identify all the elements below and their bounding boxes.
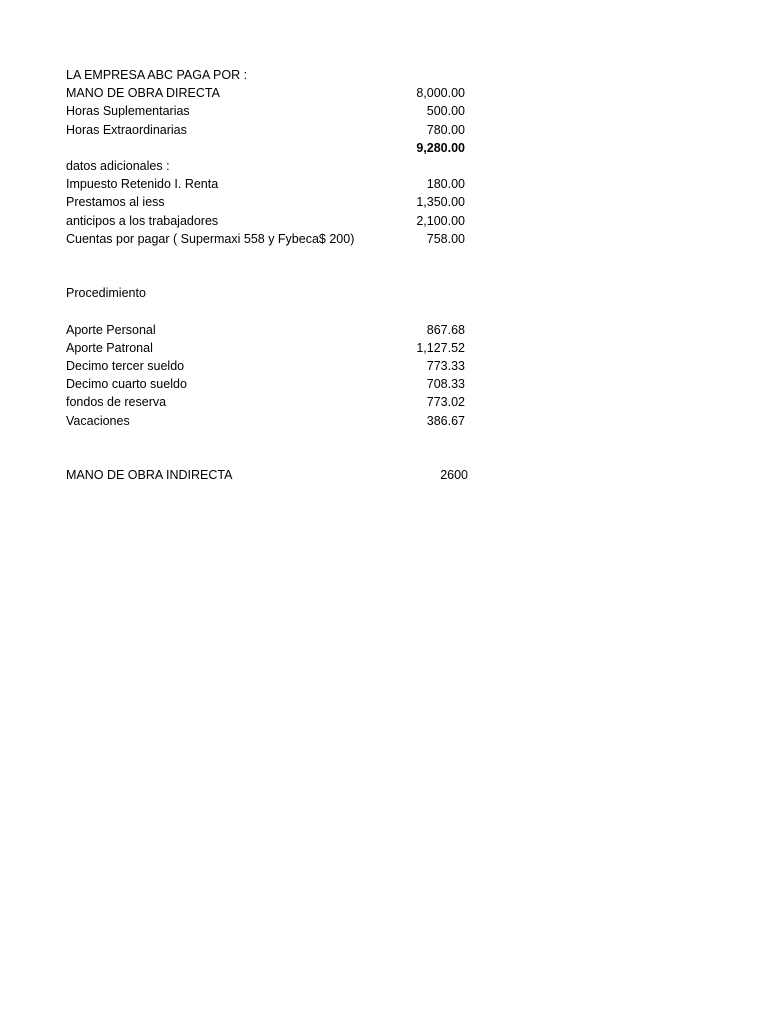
indirect-labor-row — [66, 466, 470, 484]
procedure-label: Decimo tercer sueldo — [66, 359, 185, 373]
payment-row-mano-de-obra-directa — [66, 84, 470, 102]
procedure-row-fondos-reserva — [66, 393, 470, 411]
procedure-value: 1,127.52 — [416, 340, 465, 355]
spacer — [66, 248, 470, 266]
payments-total: 9,280.00 — [416, 140, 465, 155]
procedure-row-vacaciones — [66, 412, 470, 430]
spacer — [66, 430, 470, 448]
payment-row-horas-suplementarias — [66, 102, 470, 120]
document-title-row — [66, 66, 470, 84]
payment-row-horas-extraordinarias — [66, 121, 470, 139]
procedure-label: fondos de reserva — [66, 395, 167, 410]
additional-value: 758.00 — [426, 231, 465, 246]
additional-row-anticipos — [66, 212, 470, 230]
indirect-labor-value: 2600 — [440, 468, 468, 483]
additional-label: Cuentas por pagar ( Supermaxi 558 y Fybeca$ 200) — [66, 231, 355, 246]
procedure-row-decimo-cuarto — [66, 375, 470, 393]
procedure-row-aporte-personal — [66, 321, 470, 339]
payments-total-row — [66, 139, 470, 157]
payment-value: 500.00 — [426, 104, 465, 119]
procedure-label: Aporte Personal — [66, 322, 156, 337]
payment-label: Horas Extraordinarias — [66, 122, 187, 137]
procedure-label: Decimo cuarto sueldo — [66, 377, 187, 392]
spacer — [66, 266, 470, 284]
spreadsheet-document — [66, 66, 470, 484]
payment-label: MANO DE OBRA DIRECTA — [66, 86, 220, 101]
procedure-row-aporte-patronal — [66, 339, 470, 357]
procedure-label: Vacaciones — [66, 413, 130, 428]
document-title: LA EMPRESA ABC PAGA POR : — [66, 68, 248, 82]
procedure-value: 773.33 — [426, 359, 465, 373]
procedure-title: Procedimiento — [66, 286, 146, 301]
additional-value: 2,100.00 — [416, 213, 465, 228]
additional-value: 1,350.00 — [416, 195, 465, 210]
indirect-labor-label: MANO DE OBRA INDIRECTA — [66, 468, 233, 483]
additional-row-impuesto-retenido — [66, 175, 470, 193]
additional-label: anticipos a los trabajadores — [66, 213, 219, 228]
additional-value: 180.00 — [426, 177, 465, 192]
procedure-value: 386.67 — [426, 413, 465, 428]
additional-data-title-row — [66, 157, 470, 175]
additional-label: Prestamos al iess — [66, 195, 165, 210]
procedure-value: 708.33 — [426, 377, 465, 392]
additional-row-prestamos-iess — [66, 193, 470, 211]
spacer — [66, 448, 470, 466]
payment-label: Horas Suplementarias — [66, 104, 190, 119]
payment-value: 780.00 — [426, 122, 465, 137]
payment-value: 8,000.00 — [416, 86, 465, 101]
procedure-label: Aporte Patronal — [66, 340, 153, 355]
additional-data-title: datos adicionales : — [66, 158, 170, 173]
spacer — [66, 302, 470, 320]
procedure-title-row — [66, 284, 470, 302]
procedure-row-decimo-tercer — [66, 357, 470, 375]
additional-row-cuentas-por-pagar — [66, 230, 470, 248]
additional-label: Impuesto Retenido I. Renta — [66, 177, 219, 192]
procedure-value: 773.02 — [426, 395, 465, 410]
procedure-value: 867.68 — [426, 322, 465, 337]
